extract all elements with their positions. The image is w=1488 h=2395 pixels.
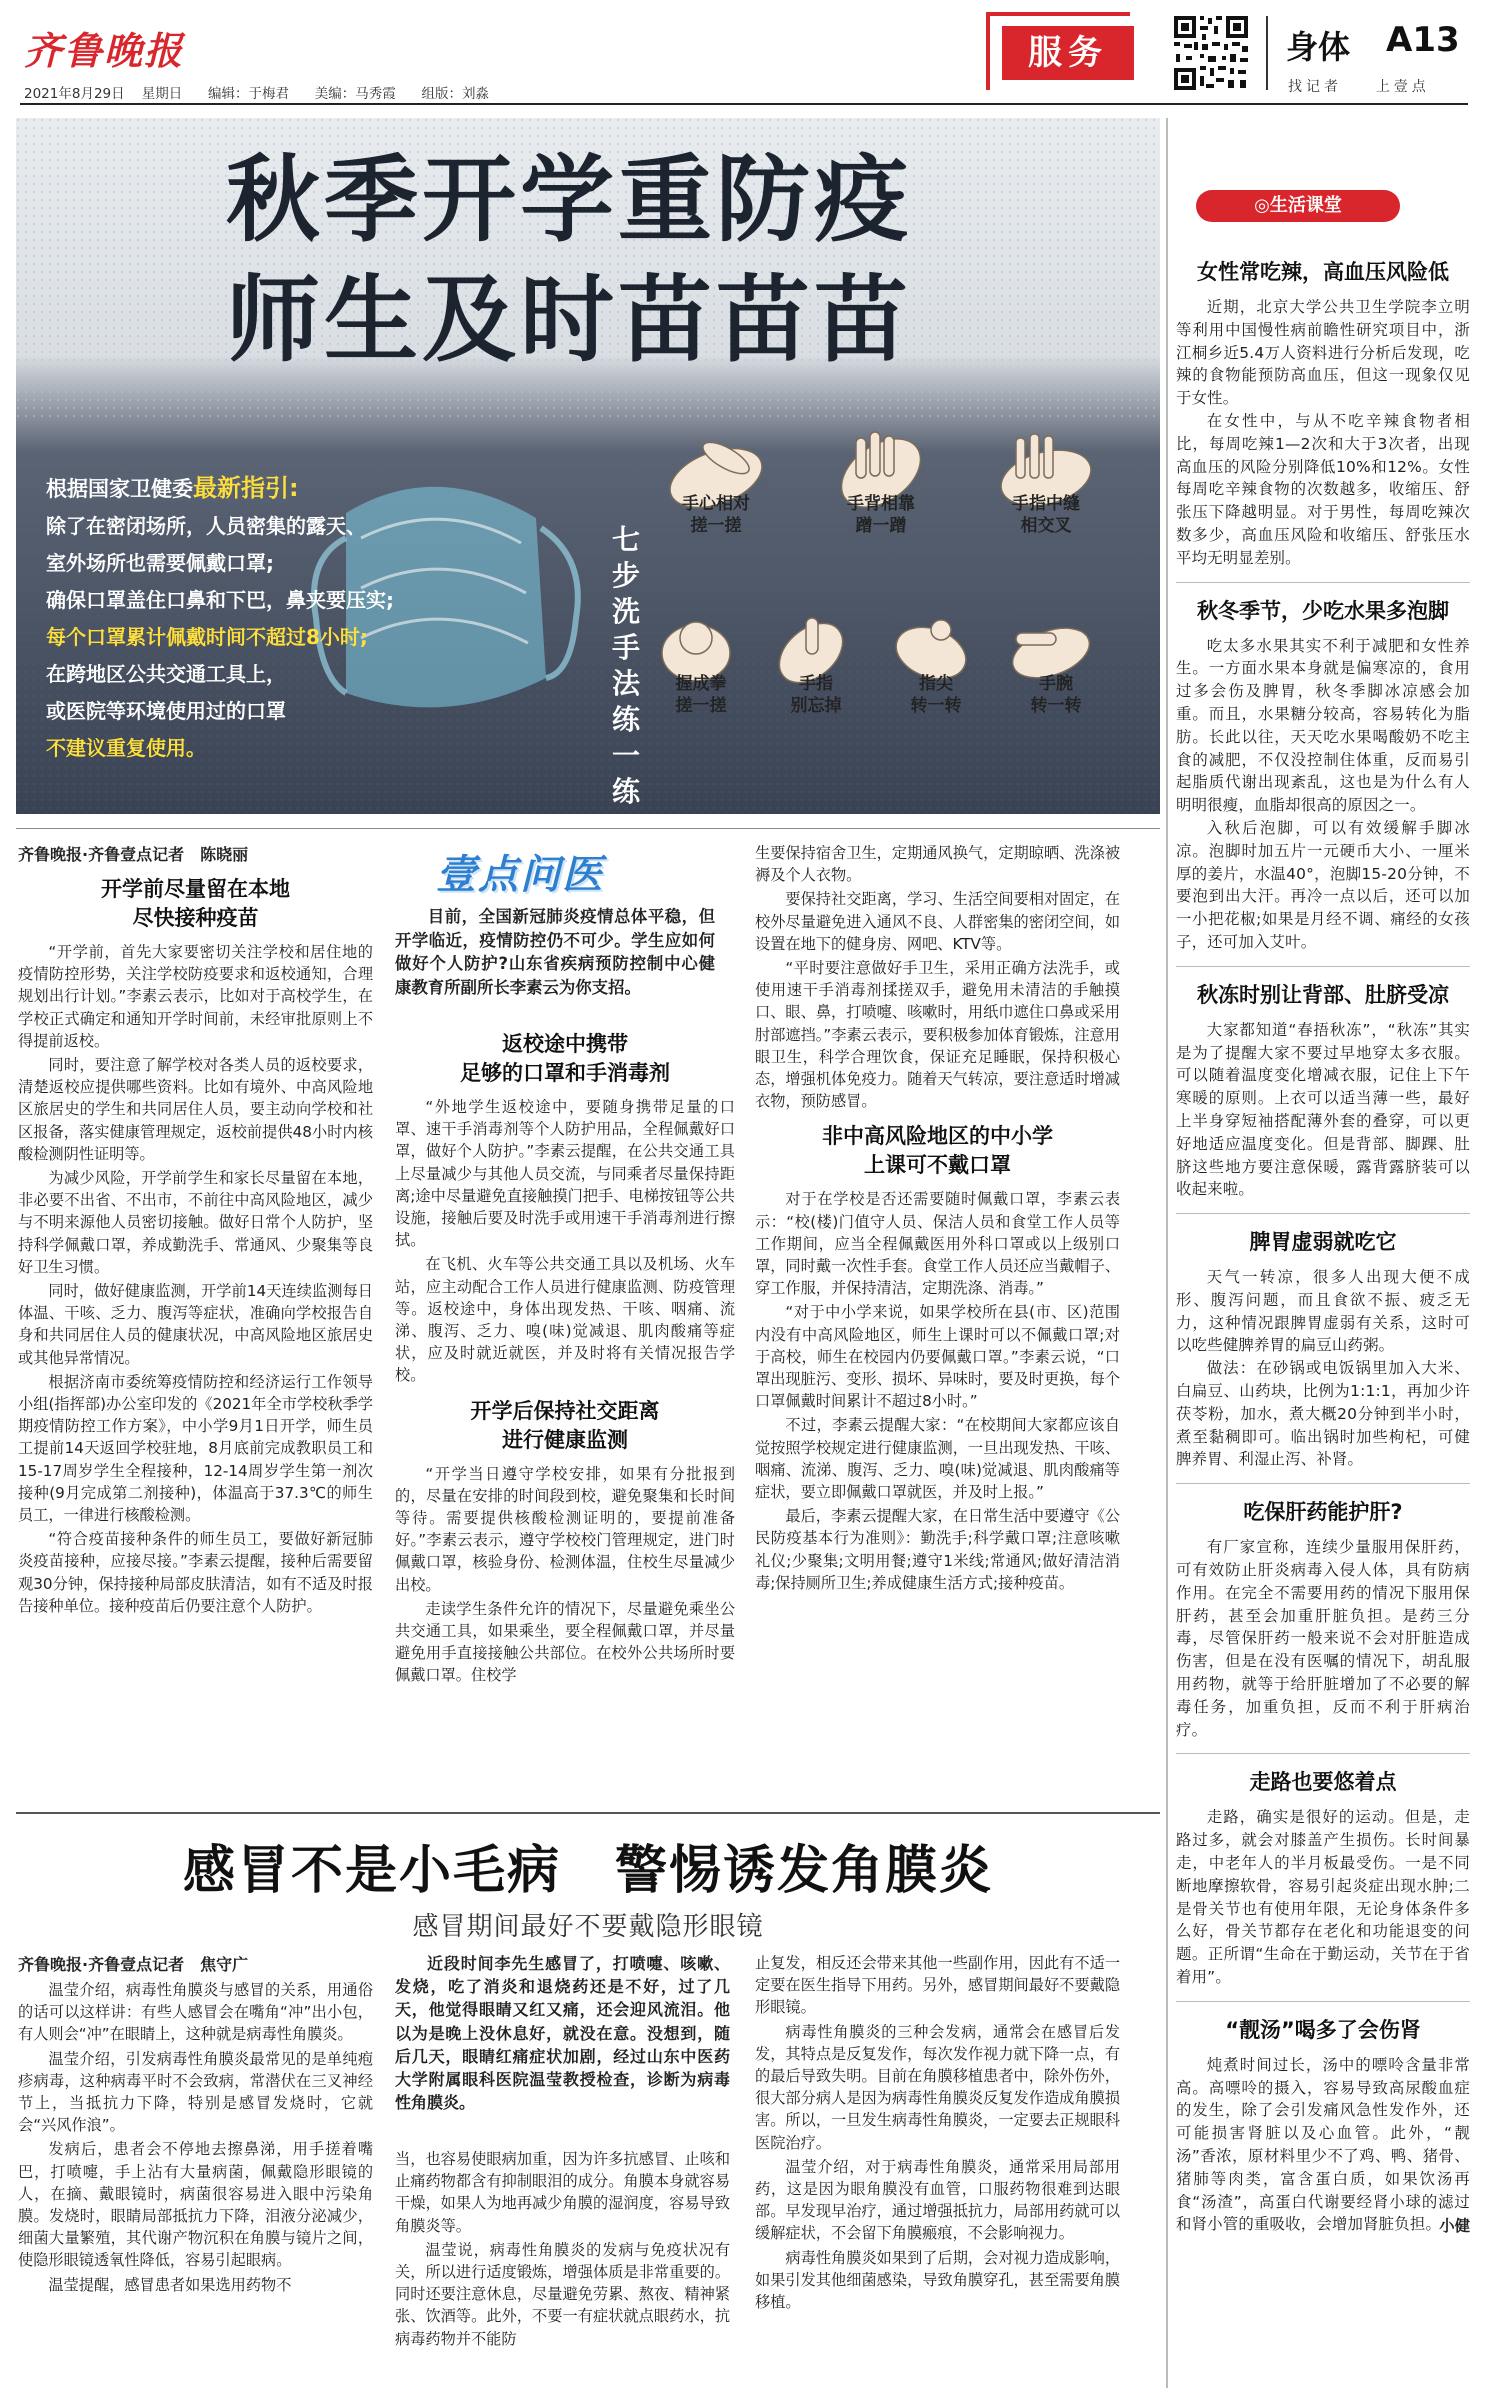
guidance-list bbox=[46, 470, 446, 767]
step-label: 手背相靠 蹭一蹭 bbox=[847, 494, 915, 536]
sidebar-paragraph: 近期，北京大学公共卫生学院李立明等利用中国慢性病前瞻性研究项目中，浙江桐乡近5.4万人资料进行分析后发现，吃辣的食物能预防高血压，但这一现象仅见于女性。 bbox=[1176, 298, 1470, 408]
sidebar-divider-line bbox=[1176, 1753, 1470, 1754]
sidebar-paragraph: 天气一转凉，很多人出现大便不成形、腹泻问题，而且食欲不振、疲乏无力，这种情况跟脾胃虚弱有关系，这时可以吃些健脾养胃的扁豆山药粥。 bbox=[1176, 1268, 1470, 1355]
sidebar-heading: 女性常吃辣，高血压风险低 bbox=[1197, 260, 1449, 284]
section-tag-label: 服务 bbox=[1028, 33, 1108, 73]
paragraph: 在飞机、火车等公共交通工具以及机场、火车站，应主动配合工作人员进行健康监测、防疫管理等。返校途中，身体出现发热、干咳、咽痛、流涕、腹泻、乏力、嗅(味)觉减退、肌肉酸痛等症状，应及时就近就医，并及时将有关情况报告学校。 bbox=[395, 1255, 735, 1385]
article1-intro: 目前，全国新冠肺炎疫情总体平稳，但开学临近，疫情防控仍不可少。学生应如何做好个人防护?山东省疾病预防控制中心健康教育所副所长李素云为你支招。 bbox=[395, 907, 715, 997]
paragraph: 病毒性角膜炎如果到了后期，会对视力造成影响，如果引发其他细菌感染，导致角膜穿孔，甚至需要角膜移植。 bbox=[755, 2248, 1120, 2312]
guidance-line: 除了在密闭场所，人员密集的露天、 bbox=[46, 514, 366, 538]
guidance-line-highlight: 每个口罩累计佩戴时间不超过8小时; bbox=[46, 625, 368, 649]
step-label: 指尖 转一转 bbox=[910, 674, 962, 716]
step-label: 手腕 转一转 bbox=[1030, 674, 1082, 716]
reporter-label: 找记者 bbox=[1288, 79, 1342, 95]
paragraph: 温莹介绍，病毒性角膜炎与感冒的关系，用通俗的话可以这样讲：有些人感冒会在嘴角“冲”出小包，有人则会“冲”在眼睛上，这种就是病毒性角膜炎。 bbox=[18, 1981, 373, 2044]
meta-editor: 编辑：于梅君 bbox=[208, 86, 290, 102]
section-heading: 返校途中携带 足够的口罩和手消毒剂 bbox=[460, 1032, 670, 1085]
step-label: 手指 别忘掉 bbox=[790, 674, 842, 716]
sidebar-signature: 小健 bbox=[1439, 2217, 1470, 2236]
paragraph: 要保持社交距离，学习、生活空间要相对固定，在校外尽量避免进入通风不良、人群密集的密闭空间，如设置在地下的健身房、网吧、KTV等。 bbox=[755, 890, 1120, 953]
paragraph-continued: 生要保持宿舍卫生，定期通风换气，定期晾晒、洗涤被褥及个人衣物。 bbox=[755, 844, 1120, 885]
paragraph: 根据济南市委统筹疫情防控和经济运行工作领导小组(指挥部)办公室印发的《2021年全市学校秋季学期疫情防控工作方案》，中小学9月1日开学，师生员工提前14天返回学校驻地，8月底前完成教职员工和15-17周岁学生全程接种，12-14周岁学生第一剂次接种(9月完成第二剂接种)，体温高于37.3℃的师生员工，一律进行核酸检测。 bbox=[18, 1372, 373, 1525]
paragraph: “开学前，首先大家要密切关注学校和居住地的疫情防控形势，关注学校防疫要求和返校通知，合理规划出行计划。”李素云表示，比如对于高校学生，在学校正式确定和通知开学时间前，未经审批原则上不得提前返校。 bbox=[18, 943, 373, 1050]
article2-byline: 齐鲁晚报·齐鲁壹点记者 焦守广 bbox=[18, 1955, 249, 1974]
sidebar-paragraph: 入秋后泡脚，可以有效缓解手脚冰凉。泡脚时加五片一元硬币大小、一厘米厚的姜片，水温40°，泡脚15-20分钟，不要泡到出大汗。再冷一点以后，还可以加一小把花椒;如果是月经不调、痛经的女孩子，还可加入艾叶。 bbox=[1176, 818, 1470, 951]
masthead-meta bbox=[24, 82, 489, 102]
section-heading: 非中高风险地区的中小学 上课可不戴口罩 bbox=[822, 1124, 1053, 1178]
sidebar-sections bbox=[1176, 258, 1470, 2236]
paragraph: 温莹介绍，对于病毒性角膜炎，通常采用局部用药，这是因为眼角膜没有血管，口服药物很难到达眼部。早发现早治疗，通过增强抵抗力，局部用药就可以缓解症状，不会留下角膜瘢痕，不会影响视力。 bbox=[755, 2157, 1120, 2243]
masthead-rule bbox=[20, 103, 1468, 105]
paragraph-continued: 止复发，相反还会带来其他一些副作用，因此有不适一定要在医生指导下用药。另外，感冒期间最好不要戴隐形眼镜。 bbox=[755, 1954, 1120, 2017]
article2-col2 bbox=[395, 2148, 730, 2352]
paragraph: “平时要注意做好手卫生，采用正确方法洗手，或使用速干手消毒剂揉搓双手，避免用未清洁的手触摸口、眼、鼻，打喷嚏、咳嗽时，用纸巾遮住口鼻或采用肘部遮挡。”李素云表示，要积极参加体育锻炼，注意用眼卫生，科学合理饮食，保证充足睡眠，保持积极心态，增强机体免疫力。随着天气转凉，要注意适时增减衣物，预防感冒。 bbox=[755, 959, 1120, 1111]
guidance-line-highlight: 不建议重复使用。 bbox=[46, 736, 206, 760]
paragraph: 温莹提醒，感冒患者如果选用药物不 bbox=[48, 2275, 292, 2294]
paragraph: 不过，李素云提醒大家：“在校期间大家都应该自觉按照学校规定进行健康监测，一旦出现发热、干咳、咽痛、流涕、腹泻、乏力、嗅(味)觉减退、肌肉酸痛等症状，要立即佩戴口罩就医，并及时上报。” bbox=[755, 1416, 1120, 1502]
hero-graphic bbox=[16, 118, 1160, 814]
paragraph: 对于在学校是否还需要随时佩戴口罩，李素云表示：“校(楼)门值守人员、保洁人员和食堂工作人员等工作期间，应当全程佩戴医用外科口罩或以上级别口罩，同时戴一次性手套。食堂工作人员还应当戴帽子、穿工作服，并保持清洁，定期洗涤、消毒。” bbox=[755, 1190, 1120, 1298]
qr-code-icon bbox=[1172, 14, 1250, 92]
article1-col1 bbox=[18, 842, 373, 1619]
meta-art: 美编：马秀霞 bbox=[314, 86, 396, 102]
ask-doctor-badge bbox=[436, 843, 676, 898]
section-heading: 开学前尽量留在本地 尽快接种疫苗 bbox=[101, 877, 290, 930]
sidebar-paragraph: 做法：在砂锅或电饭锅里加入大米、白扁豆、山药块，比例为1:1:1，再加少许茯苓粉，加水，煮大概20分钟到半小时，煮至黏稠即可。临出锅时加些枸杞，可健脾养胃、利湿止泻、补肾。 bbox=[1176, 1359, 1470, 1469]
article2-col3 bbox=[755, 1952, 1120, 2315]
masthead-divider bbox=[1266, 16, 1268, 90]
sidebar-heading: 脾胃虚弱就吃它 bbox=[1249, 1230, 1397, 1255]
meta-proof: 组版：刘淼 bbox=[421, 86, 490, 102]
paragraph: 同时，做好健康监测，开学前14天连续监测每日体温、干咳、乏力、腹泻等症状，准确向学校报告自身和共同居住人员的健康状况，中高风险地区旅居史或其他异常情况。 bbox=[18, 1282, 373, 1367]
paragraph: 走读学生条件允许的情况下，尽量避免乘坐公共交通工具，如果乘坐，要全程佩戴口罩，并尽量避免用手直接接触公共部位。在校外公共场所时要佩戴口罩。住校学 bbox=[395, 1599, 735, 1685]
paragraph: “开学当日遵守学校安排，如果有分批报到的，尽量在安排的时间段到校，避免聚集和长时间等待。需要提供核酸检测证明的，要提前准备好。”李素云表示，遵守学校校门管理规定，进门时佩戴口罩，核验身份、检测体温，住校生尽量减少出校。 bbox=[395, 1464, 735, 1594]
reporter-contact bbox=[1288, 76, 1430, 96]
article2-lead: 近段时间李先生感冒了，打喷嚏、咳嗽、发烧，吃了消炎和退烧药还是不好，过了几天，他觉得眼睛又红又痛，还会迎风流泪。他以为是晚上没休息好，就没在意。没想到，随后几天，眼睛红痛症状加剧，经过山东中医药大学附属眼科医院温莹教授检查，诊断为病毒性角膜炎。 bbox=[395, 1954, 730, 2113]
paragraph: “符合疫苗接种条件的师生员工，要做好新冠肺炎疫苗接种，应接尽接。”李素云提醒，接种后需要留观30分钟，保持接种局部皮肤清洁，如有不适及时报告接种单位。接种疫苗后仍要注意个人防护。 bbox=[18, 1530, 373, 1615]
sidebar-paragraph: 吃太多水果其实不利于减肥和女性养生。一方面水果本身就是偏寒凉的，食用过多会伤及脾胃，秋冬季脚冰凉感会加重。而且，水果糖分较高，容易转化为脂肪。长此以往，天天吃水果喝酸奶不吃主食的减肥，不仅没控制住体重，反而易引起脂质代谢出现紊乱，这也是为什么有人明明很瘦，血脂却很高的原因之一。 bbox=[1176, 636, 1470, 815]
sidebar-tag-label: ◎生活课堂 bbox=[1254, 195, 1342, 216]
sidebar-divider-line bbox=[1176, 966, 1470, 967]
article1-col3-body bbox=[755, 842, 1120, 1594]
sidebar-heading: 秋冻时别让背部、肚脐受凉 bbox=[1197, 982, 1449, 1007]
handwash-illustrations bbox=[656, 418, 1156, 808]
article1-col2-body bbox=[395, 1030, 735, 1687]
article2-subtitle: 感冒期间最好不要戴隐形眼镜 bbox=[412, 1912, 764, 1942]
newspaper-logo: 齐鲁晚报 bbox=[24, 28, 185, 73]
article2-top-rule bbox=[16, 1812, 1160, 1814]
sidebar-tag bbox=[1196, 190, 1400, 222]
section-name: 身体 bbox=[1286, 28, 1351, 66]
hero-title-line1: 秋季开学重防疫 bbox=[226, 146, 913, 255]
paragraph: 为减少风险，开学前学生和家长尽量留在本地，非必要不出省、不出市，不前往中高风险地区，减少与不明来源他人员密切接触。做好日常个人防护，坚持科学佩戴口罩，养成勤洗手、常通风、少聚集等良好卫生习惯。 bbox=[18, 1169, 373, 1276]
article2-title: 感冒不是小毛病 警惕诱发角膜炎 bbox=[182, 1840, 993, 1901]
guidance-line: 室外场所也需要佩戴口罩; bbox=[46, 551, 274, 575]
meta-date: 2021年8月29日 bbox=[24, 86, 125, 102]
paragraph: 最后，李素云提醒大家，在日常生活中要遵守《公民防疫基本行为准则》：勤洗手;科学戴口罩;注意咳嗽礼仪;少聚集;文明用餐;遵守1米线;常通风;做好清洁消毒;保持厕所卫生;养成健康生活方式;接种疫苗。 bbox=[755, 1507, 1120, 1592]
article2-col1 bbox=[18, 1952, 373, 2298]
guidance-line: 或医院等环境使用过的口罩 bbox=[46, 699, 286, 723]
sidebar-paragraph: 炖煮时间过长，汤中的嘌呤含量非常高。高嘌呤的摄入，容易导致高尿酸血症的发生，除了会引发痛风急性发作外，还可能损害肾脏以及心血管。此外，“靓汤”香浓，原材料里少不了鸡、鸭、猪骨、猪肺等肉类，富含蛋白质，如果饮汤再食“汤渣”，高蛋白代谢要经肾小球的滤过和肾小管的重吸收，会增加肾脏负担。 bbox=[1176, 2055, 1470, 2234]
paragraph-continued: 当，也容易使眼病加重，因为许多抗感冒、止咳和止痛药物都含有抑制眼泪的成分。角膜本身就容易干燥，如果人为地再减少角膜的湿润度，容易导致角膜炎等。 bbox=[395, 2150, 730, 2235]
meta-weekday: 星期日 bbox=[141, 86, 183, 102]
sidebar-paragraph: 有厂家宣称，连续少量服用保肝药，可有效防止肝炎病毒入侵人体，具有防病作用。在完全不需要用药的情况下服用保肝药，甚至会加重肝脏负担。是药三分毒，尽管保肝药一般来说不会对肝脏造成伤害，但是在没有医嘱的情况下，胡乱服用药物，就等于给肝脏增加了不必要的解毒任务，加重负担，反而不利于肝病治疗。 bbox=[1176, 1538, 1470, 1739]
paragraph: 病毒性角膜炎的三种会发病，通常会在感冒后发发，其特点是反复发作，每次发作视力就下降一点，有的最后导致失明。目前在角膜移植患者中，除外伤外，很大部分病人是因为病毒性角膜炎反复发作造成角膜损害。所以，一旦发生病毒性角膜炎，一定要去正规眼科医院治疗。 bbox=[755, 2022, 1120, 2152]
article1-col3 bbox=[755, 842, 1120, 1596]
guidance-line: 在跨地区公共交通工具上， bbox=[46, 662, 286, 686]
paragraph: 温莹说，病毒性角膜炎的发病与免疫状况有关，所以进行适度锻炼，增强体质是非常重要的。同时还要注意休息，尽量避免劳累、熬夜、精神紧张、饮酒等。此外，不要一有症状就点眼药水，抗病毒药物并不能防 bbox=[395, 2240, 730, 2348]
paragraph: “对于中小学来说，如果学校所在县(市、区)范围内没有中高风险地区，师生上课时可以不佩戴口罩;对于高校，师生在校园内仍要佩戴口罩。”李素云说，“口罩出现脏污、变形、损坏、异味时，要及时更换，每个口罩佩戴时间累计不超过8小时。” bbox=[755, 1303, 1120, 1411]
article2-col3-body bbox=[755, 1952, 1120, 2313]
paragraph: “外地学生返校途中，要随身携带足量的口罩、速干手消毒剂等个人防护用品，全程佩戴好口罩，做好个人防护。”李素云提醒，在公共交通工具上尽量减少与其他人员交流，与同乘者尽量保持距离;途中尽量避免直接触摸门把手、电梯按钮等公共设施，接触后要及时洗手或用速干手消毒剂进行擦拭。 bbox=[395, 1098, 735, 1250]
page-number: A13 bbox=[1386, 20, 1460, 60]
paragraph: 发病后，患者会不停地去擦鼻涕，用手搓着嘴巴，打喷嚏，手上沾有大量病菌，佩戴隐形眼镜的人，在摘、戴眼镜时，病菌很容易进入眼中污染角膜。发烧时，眼睛局部抵抗力下降，泪液分泌减少，细菌大量繁殖，其代谢产物沉积在角膜与镜片之间，使隐形眼镜透氧性降低，容易引起眼病。 bbox=[18, 2140, 373, 2270]
article2-col2-body bbox=[395, 2148, 730, 2350]
article1-col2 bbox=[395, 1020, 735, 1689]
step-label: 手心相对 搓一搓 bbox=[682, 494, 750, 536]
section-tag bbox=[1002, 26, 1134, 80]
guidance-line: 根据国家卫健委最新指引: bbox=[46, 474, 299, 502]
step-label: 握成拳 搓一搓 bbox=[675, 674, 727, 716]
sidebar-divider-line bbox=[1176, 1213, 1470, 1214]
article2-col1-body bbox=[18, 1979, 373, 2296]
sidebar-divider-line bbox=[1176, 582, 1470, 583]
sidebar-divider-line bbox=[1176, 1483, 1470, 1484]
sidebar-paragraph: 大家都知道“春捂秋冻”，“秋冻”其实是为了提醒大家不要过早地穿太多衣服。可以随着温度变化增减衣服，记住上下午寒暖的原则。上衣可以适当薄一些，最好上半身穿短袖搭配薄外套的叠穿，可以更好地适应温度变化。但是背部、脚踝、肚脐这些地方要注意保暖，露背露脐装可以收起来啦。 bbox=[1176, 1020, 1470, 1199]
section-heading: 开学后保持社交距离 进行健康监测 bbox=[470, 1398, 660, 1452]
sidebar-heading: 吃保肝药能护肝? bbox=[1243, 1500, 1403, 1525]
paragraph: 温莹介绍，引发病毒性角膜炎最常见的是单纯疱疹病毒，这种病毒平时不会致病，常潜伏在三叉神经节上，当抵抗力下降，特别是感冒发烧时，它就会“兴风作浪”。 bbox=[18, 2049, 373, 2135]
handwash-title: 七步洗手法练一练 bbox=[611, 523, 640, 808]
article1-top-rule bbox=[16, 828, 1160, 829]
sidebar-heading: “靓汤”喝多了会伤肾 bbox=[1225, 2017, 1421, 2042]
sidebar-paragraph: 走路，确实是很好的运动。但是，走路过多，就会对膝盖产生损伤。长时间暴走，中老年人的半月板最受伤。一是不同断地摩擦软骨，容易引起炎症出现水肿;二是骨关节也有使用年限，无论身体条件多么好，骨关节都存在老化和功能退变的问题。正所谓“生命在于勤运动，关节在于省着用”。 bbox=[1176, 1808, 1470, 1987]
paragraph: 同时，要注意了解学校对各类人员的返校要求，清楚返校应提供哪些资料。比如有境外、中高风险地区旅居史的学生和共同居住人员，要主动向学校和社区报备，落实健康管理规定，返校前提供48小时内核酸检测阴性证明等。 bbox=[18, 1056, 373, 1163]
ask-doctor-badge-label: 壹点问医 bbox=[436, 852, 604, 898]
sidebar-heading: 走路也要悠着点 bbox=[1249, 1770, 1397, 1795]
sidebar-body bbox=[1176, 244, 1470, 2236]
sidebar-divider-line bbox=[1176, 2001, 1470, 2002]
article1-col1-body bbox=[18, 875, 373, 1617]
reporter-value: 上壹点 bbox=[1375, 79, 1430, 95]
sidebar-paragraph: 在女性中，与从不吃辛辣食物者相比，每周吃辣1—2次和大于3次者，出现高血压的风险分别降低10%和12%。女性每周吃辛辣食物的次数越多，收缩压、舒张压下降越明显。对于男性，每周吃辣次数多少，高血压风险和收缩压、舒张压水平均无明显差别。 bbox=[1176, 411, 1470, 567]
hero-title-line2: 师生及时苗苗苗 bbox=[226, 266, 913, 375]
sidebar-divider bbox=[1166, 118, 1168, 2388]
guidance-line: 确保口罩盖住口鼻和下巴，鼻夹要压实; bbox=[46, 588, 394, 612]
article1-byline: 齐鲁晚报·齐鲁壹点记者 陈晓丽 bbox=[18, 845, 249, 864]
sidebar-heading: 秋冬季节，少吃水果多泡脚 bbox=[1197, 598, 1449, 623]
step-label: 手指中缝 相交叉 bbox=[1012, 494, 1080, 536]
